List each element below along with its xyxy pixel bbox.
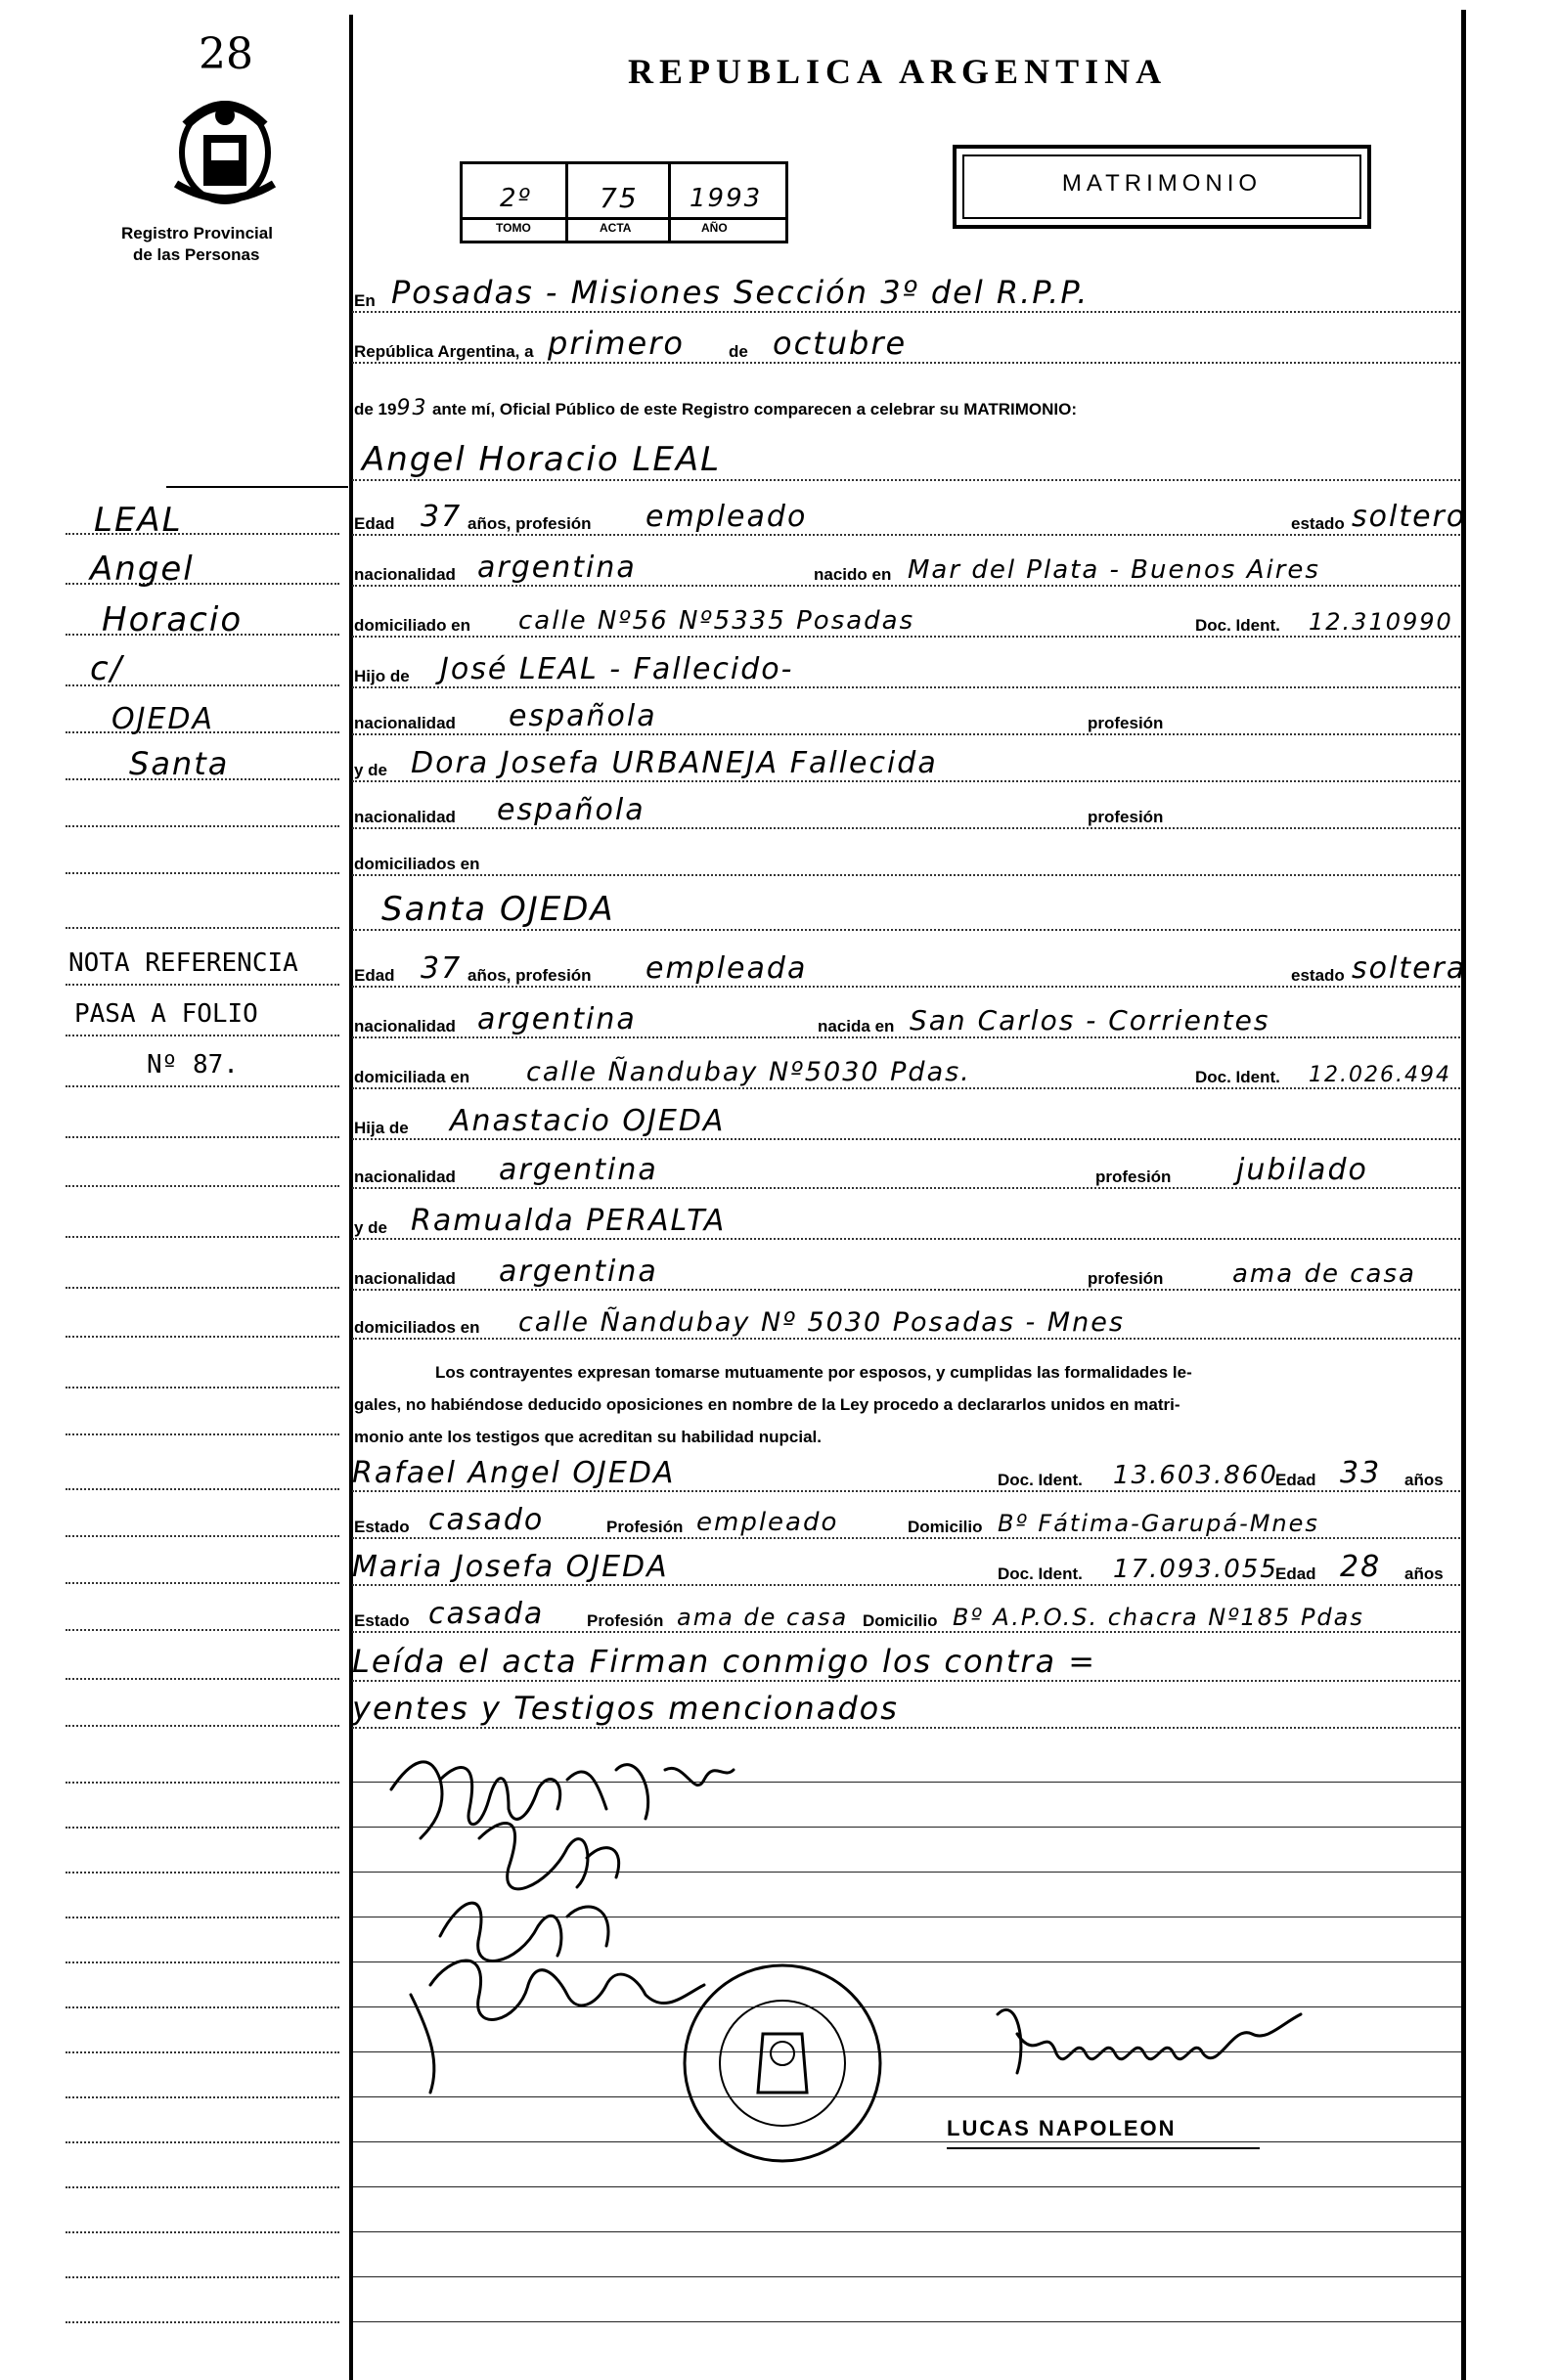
right-page-rule (1461, 10, 1466, 2380)
bride-father-row (352, 1104, 1460, 1146)
profesion-label: profesión (1088, 808, 1164, 826)
witness1-state: casado (428, 1503, 545, 1537)
record-table (460, 161, 788, 243)
domicilio-label: Domicilio (908, 1518, 983, 1536)
republica-label: República Argentina, a (354, 342, 534, 361)
bride-name: Santa OJEDA (381, 890, 615, 929)
margin-note-folio: PASA A FOLIO (74, 999, 258, 1029)
registry-name-line2: de las Personas (133, 245, 260, 264)
bride-nationality: argentina (477, 1002, 637, 1036)
witness2-doc: 17.093.055 (1113, 1555, 1278, 1584)
margin-line (66, 2231, 339, 2233)
yde-label: y de (354, 1218, 388, 1237)
page-number: 28 (199, 29, 253, 79)
margin-note-number: Nº 87. (147, 1050, 239, 1080)
domicilio-label: Domicilio (863, 1611, 938, 1630)
margin-line (66, 1782, 339, 1784)
bride-father-nationality: argentina (499, 1153, 658, 1187)
margin-line (66, 1085, 339, 1087)
registry-name-line1: Registro Provincial (121, 224, 273, 242)
record-acta-value: 75 (600, 182, 639, 214)
edad-label: Edad (354, 966, 395, 985)
groom-doc: 12.310990 (1309, 608, 1453, 636)
margin-surname2: OJEDA (111, 702, 215, 736)
margin-line (66, 1336, 339, 1338)
profesion-label: años, profesión (467, 966, 592, 985)
margin-line (66, 1678, 339, 1680)
margin-line (66, 1433, 339, 1435)
nacionalidad-label: nacionalidad (354, 1269, 456, 1288)
bride-father-profession: jubilado (1236, 1153, 1368, 1187)
officer-signature (988, 1985, 1311, 2093)
nacionalidad-label: nacionalidad (354, 714, 456, 732)
declaration-line3: monio ante los testigos que acreditan su habilidad nupcial. (354, 1428, 822, 1446)
doc-label: Doc. Ident. (1195, 1068, 1280, 1086)
declaration-line2: gales, no habiéndose deducido oposiciones en nombre de la Ley procedo a declararlos unidos en matri- (354, 1395, 1180, 1414)
statement-text: ante mí, Oficial Público de este Registro comparecen a celebrar su MATRIMONIO: (431, 400, 1078, 419)
margin-surname: LEAL (94, 501, 183, 540)
bride-address: calle Ñandubay Nº5030 Pdas. (526, 1057, 971, 1087)
margin-line (66, 1287, 339, 1289)
margin-line (66, 2141, 339, 2143)
hija-label: Hija de (354, 1119, 409, 1137)
groom-name: Angel Horacio LEAL (362, 440, 722, 479)
year-prefix: de 19 (354, 400, 397, 419)
country-title: REPUBLICA ARGENTINA (628, 52, 1168, 91)
doc-label: Doc. Ident. (1195, 616, 1280, 635)
signature-line (353, 2321, 1461, 2322)
act-type-label: MATRIMONIO (1061, 170, 1263, 197)
domiciliados-label: domiciliados en (354, 1318, 480, 1337)
margin-line (66, 1629, 339, 1631)
bride-mother-row (352, 1204, 1460, 1246)
groom-father-row (352, 652, 1460, 694)
groom-birthplace: Mar del Plata - Buenos Aires (908, 555, 1320, 585)
margin-line (66, 1185, 339, 1187)
intro-statement-row (354, 396, 1077, 420)
bride-parents-address: calle Ñandubay Nº 5030 Posadas - Mnes (518, 1307, 1125, 1338)
closing-line1: Leída el acta Firman conmigo los contra = (352, 1643, 1097, 1680)
nacido-label: nacido en (814, 565, 892, 584)
groom-age-row (352, 500, 1467, 542)
estado-label: estado (1291, 966, 1345, 985)
witness1-details-row (352, 1503, 1460, 1545)
bride-father: Anastacio OJEDA (450, 1104, 726, 1138)
groom-father: José LEAL - Fallecido- (440, 652, 794, 686)
bride-profession: empleada (645, 951, 808, 986)
intro-place-row (352, 274, 1460, 319)
bride-father-nat-row (352, 1153, 1460, 1195)
groom-name-row (352, 440, 1460, 487)
act-month: octubre (773, 325, 908, 362)
closing-row2 (352, 1690, 1460, 1735)
margin-line (66, 1236, 339, 1238)
bride-address-row (352, 1058, 1460, 1095)
coat-of-arms-icon (156, 86, 293, 213)
groom-father-nat-row (352, 699, 1460, 741)
record-ano-label: AÑO (701, 221, 728, 235)
profesion-label: profesión (1088, 1269, 1164, 1288)
groom-father-nationality: española (509, 699, 657, 733)
witness2-name: Maria Josefa OJEDA (352, 1550, 669, 1584)
margin-line (66, 825, 339, 827)
witness1-age: 33 (1340, 1456, 1382, 1490)
groom-parents-address-row (352, 845, 1460, 882)
en-label: En (354, 291, 376, 310)
bride-name-row (352, 890, 1460, 937)
witness1-profession: empleado (696, 1508, 839, 1537)
closing-row1 (352, 1643, 1460, 1688)
bride-civil-state: soltera (1352, 951, 1467, 986)
officer-stamp: LUCAS NAPOLEON (947, 2116, 1177, 2140)
record-ano-value: 1993 (690, 184, 763, 213)
nacionalidad-label: nacionalidad (354, 565, 456, 584)
groom-mother: Dora Josefa URBANEJA Fallecida (411, 746, 938, 780)
officer-stamp-line (947, 2147, 1260, 2149)
margin-line (66, 1488, 339, 1490)
witness2-state: casada (428, 1597, 545, 1631)
bride-parents-address-row (352, 1308, 1460, 1345)
margin-line (66, 2051, 339, 2053)
margin-name3: Santa (129, 745, 230, 782)
margin-name1: Angel (90, 550, 195, 589)
edad-label: Edad (1275, 1565, 1316, 1583)
anos-label: años (1404, 1565, 1444, 1583)
act-place: Posadas - Misiones Sección 3º del R.P.P. (391, 274, 1090, 311)
record-tomo-label: TOMO (496, 221, 531, 235)
declaration-line1: Los contrayentes expresan tomarse mutuamente por esposos, y cumplidas las formalidades le- (435, 1363, 1192, 1382)
estado-label: Estado (354, 1611, 410, 1630)
margin-line (66, 1387, 339, 1388)
groom-mother-row (352, 746, 1460, 788)
profesion-label: Profesión (587, 1611, 664, 1630)
signature-line (353, 2186, 1461, 2187)
witness1-address: Bº Fátima-Garupá-Mnes (998, 1510, 1319, 1537)
nacida-label: nacida en (818, 1017, 895, 1036)
margin-line (66, 1917, 339, 1918)
margin-line (66, 2006, 339, 2008)
profesion-label: años, profesión (467, 514, 592, 533)
margin-line (166, 486, 348, 488)
profesion-label: profesión (1088, 714, 1164, 732)
groom-nationality: argentina (477, 551, 637, 585)
de-label: de (729, 342, 748, 361)
bride-mother-nat-row (352, 1255, 1460, 1297)
act-day: primero (548, 325, 685, 362)
margin-name2: Horacio (102, 600, 244, 639)
witness1-doc: 13.603.860 (1113, 1461, 1278, 1490)
record-tomo-value: 2º (500, 184, 532, 213)
bride-age: 37 (421, 951, 463, 986)
nacionalidad-label: nacionalidad (354, 808, 456, 826)
margin-line (66, 1136, 339, 1138)
bride-mother: Ramualda PERALTA (411, 1204, 727, 1238)
doc-label: Doc. Ident. (998, 1471, 1083, 1489)
witness2-details-row (352, 1597, 1460, 1639)
groom-address-row (352, 606, 1460, 643)
witness1-name-row (352, 1456, 1460, 1498)
edad-label: Edad (354, 514, 395, 533)
intro-date-row (352, 325, 1460, 370)
margin-line (66, 927, 339, 929)
margin-con: c/ (90, 649, 124, 688)
margin-line (66, 2186, 339, 2188)
groom-address: calle Nº56 Nº5335 Posadas (518, 606, 915, 636)
bride-nationality-row (352, 1002, 1460, 1044)
witness2-profession: ama de casa (677, 1604, 849, 1631)
margin-line (66, 1872, 339, 1873)
witness1-name: Rafael Angel OJEDA (352, 1456, 676, 1490)
margin-line (66, 2276, 339, 2278)
yde-label: y de (354, 761, 388, 779)
official-seal-icon (675, 1956, 890, 2171)
edad-label: Edad (1275, 1471, 1316, 1489)
groom-civil-state: soltero (1352, 500, 1467, 534)
domiciliados-label: domiciliados en (354, 855, 480, 873)
groom-mother-nat-row (352, 793, 1460, 835)
groom-profession: empleado (645, 500, 808, 534)
bride-birthplace: San Carlos - Corrientes (910, 1004, 1270, 1036)
closing-line2: yentes y Testigos mencionados (352, 1690, 899, 1727)
estado-label: estado (1291, 514, 1345, 533)
bride-doc: 12.026.494 (1309, 1063, 1451, 1087)
signature-line (353, 2276, 1461, 2277)
anos-label: años (1404, 1471, 1444, 1489)
groom-nationality-row (352, 551, 1460, 593)
doc-label: Doc. Ident. (998, 1565, 1083, 1583)
margin-line (66, 1035, 339, 1036)
groom-mother-nationality: española (497, 793, 645, 827)
profesion-label: profesión (1095, 1168, 1172, 1186)
margin-line (66, 984, 339, 986)
bride-mother-nationality: argentina (499, 1255, 658, 1289)
margin-note-reference: NOTA REFERENCIA (68, 948, 298, 978)
margin-line (66, 2096, 339, 2098)
witness2-name-row (352, 1550, 1460, 1592)
margin-line (66, 1827, 339, 1829)
margin-line (66, 1725, 339, 1727)
domicilio-label: domiciliado en (354, 616, 471, 635)
record-acta-label: ACTA (600, 221, 632, 235)
domicilio-label: domiciliada en (354, 1068, 470, 1086)
act-type-box (953, 145, 1371, 229)
groom-age: 37 (421, 500, 463, 534)
margin-line (66, 1582, 339, 1584)
margin-line (66, 872, 339, 874)
estado-label: Estado (354, 1518, 410, 1536)
signature-line (353, 2231, 1461, 2232)
profesion-label: Profesión (606, 1518, 684, 1536)
bride-age-row (352, 951, 1467, 993)
margin-line (66, 1961, 339, 1963)
act-year: 93 (396, 396, 428, 420)
margin-line (66, 1535, 339, 1537)
nacionalidad-label: nacionalidad (354, 1168, 456, 1186)
bride-mother-profession: ama de casa (1232, 1259, 1416, 1289)
nacionalidad-label: nacionalidad (354, 1017, 456, 1036)
witness2-age: 28 (1340, 1550, 1382, 1584)
margin-line (66, 2321, 339, 2323)
hijo-label: Hijo de (354, 667, 410, 685)
witness2-address: Bº A.P.O.S. chacra Nº185 Pdas (953, 1604, 1364, 1631)
